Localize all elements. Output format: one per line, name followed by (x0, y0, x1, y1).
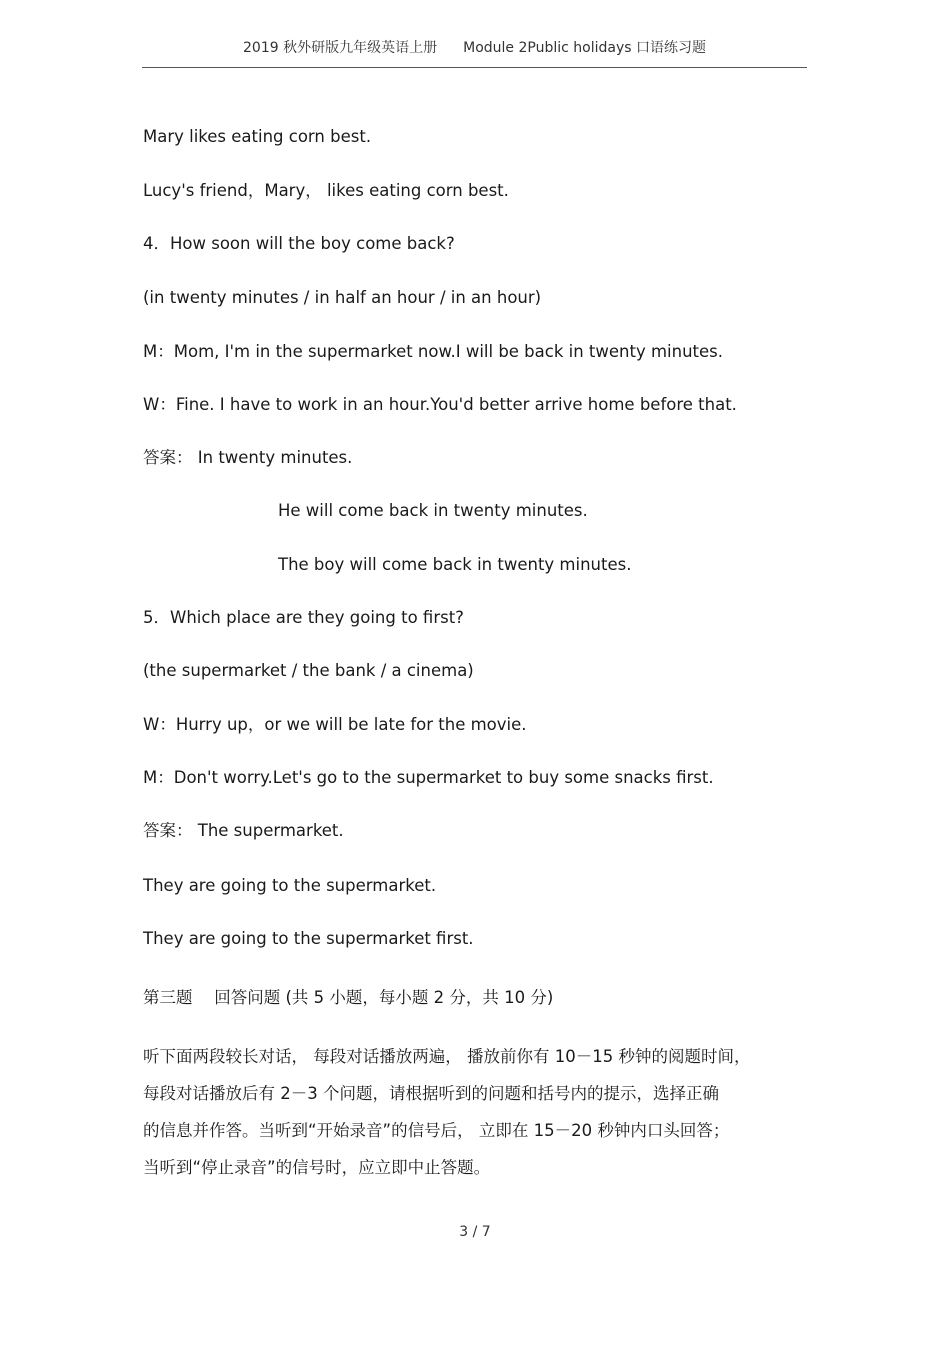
dialogue-line: W：Hurry up，or we will be late for the movie. (143, 715, 527, 734)
answer-alt-line: They are going to the supermarket. (143, 876, 437, 895)
instruction-line: 每段对话播放后有 2－3 个问题，请根据听到的问题和括号内的提示，选择正确 (143, 1084, 719, 1103)
answer-alt-line: The boy will come back in twenty minutes. (278, 555, 632, 574)
question-5-hint: (the supermarket / the bank / a cinema) (143, 661, 474, 680)
question-4-hint: (in twenty minutes / in half an hour / in an hour) (143, 288, 542, 307)
answer-label-line: 答案： In twenty minutes. (143, 448, 353, 467)
header-module-title: Module 2Public holidays 口语练习题 (463, 40, 706, 56)
dialogue-line: M：Mom, I'm in the supermarket now.I will be back in twenty minutes. (143, 342, 724, 361)
answer-alt-line: They are going to the supermarket first. (143, 929, 474, 948)
page-header (142, 36, 807, 58)
question-5: 5．Which place are they going to first? (143, 608, 464, 627)
header-book-title: 2019 秋外研版九年级英语上册 (243, 40, 438, 56)
dialogue-line: W：Fine. I have to work in an hour.You'd better arrive home before that. (143, 395, 737, 414)
answer-line: Mary likes eating corn best. (143, 127, 372, 146)
instruction-line: 的信息并作答。当听到“开始录音”的信号后， 立即在 15－20 秒钟内口头回答； (143, 1121, 730, 1140)
instruction-line: 听下面两段较长对话， 每段对话播放两遍， 播放前你有 10－15 秒钟的阅题时间， (143, 1047, 751, 1066)
answer-label-line: 答案： The supermarket. (143, 821, 344, 840)
section-title: 第三题 回答问题 (共 5 小题，每小题 2 分，共 10 分) (143, 988, 554, 1007)
instruction-line: 当听到“停止录音”的信号时，应立即中止答题。 (143, 1158, 491, 1177)
dialogue-line: M：Don't worry.Let's go to the supermarket to buy some snacks first. (143, 768, 714, 787)
question-4: 4．How soon will the boy come back? (143, 234, 455, 253)
page-number: 3 / 7 (459, 1224, 491, 1240)
answer-alt-line: He will come back in twenty minutes. (278, 501, 588, 520)
header-rule (142, 67, 807, 68)
answer-line: Lucy's friend，Mary， likes eating corn best. (143, 181, 509, 200)
